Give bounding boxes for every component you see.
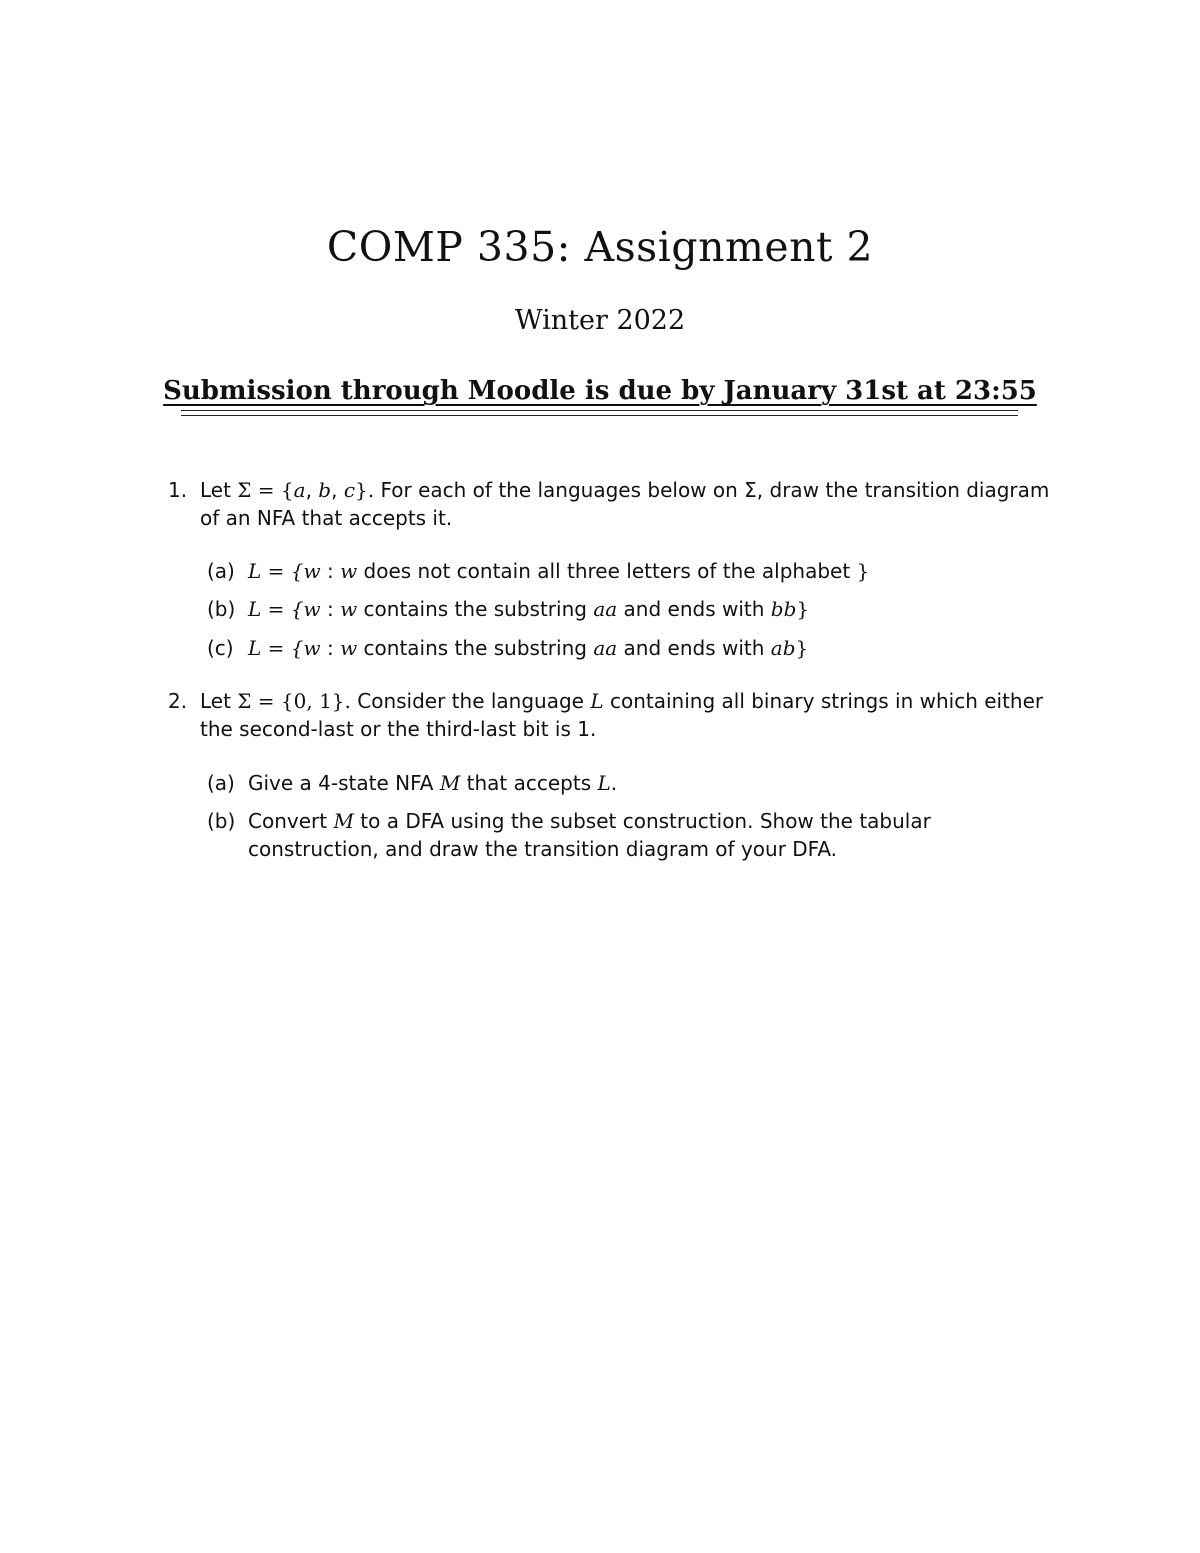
header-rule-bottom xyxy=(181,415,1018,416)
term-label: Winter 2022 xyxy=(514,305,686,336)
part-label: (c) xyxy=(207,636,234,660)
question-text: Let Σ = {0, 1}. Consider the language L containing all binary strings in which either the second-last or the third-last bit is 1. xyxy=(200,689,1044,741)
question-2 xyxy=(168,687,1068,743)
question-number: 2. xyxy=(168,689,188,713)
part-label: (b) xyxy=(207,597,236,621)
part-label: (a) xyxy=(207,771,235,795)
header-rule-top xyxy=(181,410,1018,411)
question-1b: (b) L = {w : w contains the substring aa and ends with bb} xyxy=(207,597,810,621)
part-label: (a) xyxy=(207,559,235,583)
deadline-text: Submission through Moodle is due by January 31st at 23:55 xyxy=(163,376,1037,406)
question-2a: (a) Give a 4-state NFA M that accepts L. xyxy=(207,771,618,795)
assignment-title: COMP 335: Assignment 2 xyxy=(326,223,874,271)
question-1a: (a) L = {w : w does not contain all three letters of the alphabet } xyxy=(207,559,870,583)
question-1 xyxy=(168,476,1068,532)
question-text: Let Σ = {a, b, c}. For each of the languages below on Σ, draw the transition diagram of an NFA that accepts it. xyxy=(200,478,1050,530)
question-1c: (c) L = {w : w contains the substring aa and ends with ab} xyxy=(207,636,809,660)
part-label: (b) xyxy=(207,809,236,833)
question-2b: (b) Convert M to a DFA using the subset construction. Show the tabular construction, and draw the transition diagram of your DFA. xyxy=(207,809,931,861)
question-number: 1. xyxy=(168,478,188,502)
deadline-notice xyxy=(0,374,1200,408)
